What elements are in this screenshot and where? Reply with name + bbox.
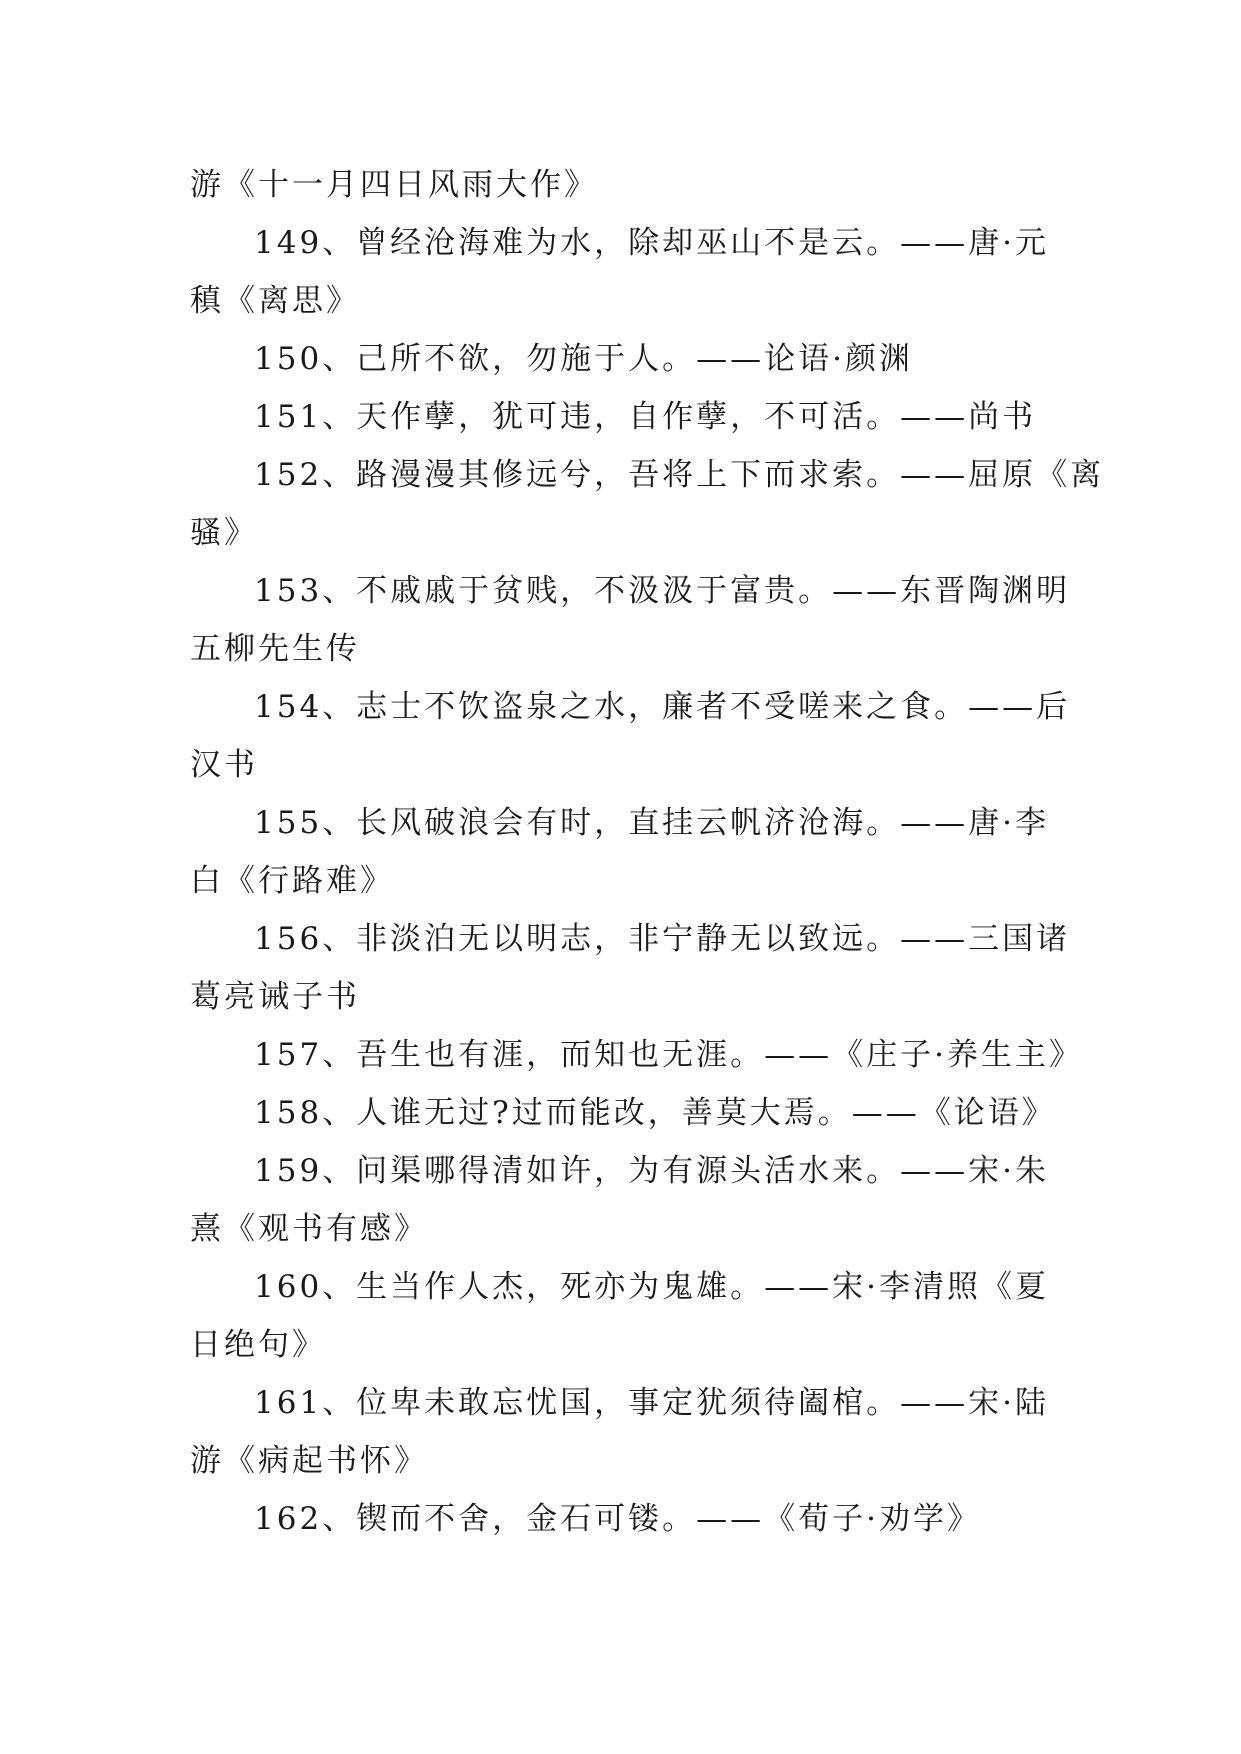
text-line: 153、不戚戚于贫贱，不汲汲于富贵。——东晋陶渊明 (254, 573, 1071, 609)
text-line: 155、长风破浪会有时，直挂云帆济沧海。——唐·李 (254, 805, 1050, 841)
text-line: 160、生当作人杰，死亦为鬼雄。——宋·李清照《夏 (254, 1269, 1050, 1305)
text-line: 152、路漫漫其修远兮，吾将上下而求索。——屈原《离 (254, 457, 1105, 493)
text-line: 157、吾生也有涯，而知也无涯。——《庄子·养生主》 (254, 1037, 1084, 1073)
text-line: 葛亮诫子书 (190, 979, 360, 1015)
text-body (190, 156, 1105, 1548)
text-line: 156、非淡泊无以明志，非宁静无以致远。——三国诸 (254, 921, 1071, 957)
text-line: 161、位卑未敢忘忧国，事定犹须待阖棺。——宋·陆 (254, 1385, 1050, 1421)
text-line: 游《病起书怀》 (190, 1443, 428, 1479)
text-line: 149、曾经沧海难为水，除却巫山不是云。——唐·元 (254, 225, 1050, 261)
text-line: 151、天作孽，犹可违，自作孽，不可活。——尚书 (254, 399, 1037, 435)
text-line: 白《行路难》 (190, 863, 394, 899)
text-line: 162、锲而不舍，金石可镂。——《荀子·劝学》 (254, 1501, 982, 1537)
text-line: 熹《观书有感》 (190, 1211, 428, 1247)
text-line: 游《十一月四日风雨大作》 (190, 167, 598, 203)
text-line: 骚》 (190, 515, 258, 551)
text-line: 159、问渠哪得清如许，为有源头活水来。——宋·朱 (254, 1153, 1050, 1189)
text-line: 日绝句》 (190, 1327, 326, 1363)
text-line: 150、己所不欲，勿施于人。——论语·颜渊 (254, 341, 914, 377)
text-line: 五柳先生传 (190, 631, 360, 667)
text-line: 158、人谁无过?过而能改，善莫大焉。——《论语》 (254, 1095, 1056, 1131)
text-line: 汉书 (190, 747, 258, 783)
text-line: 稹《离思》 (190, 283, 360, 319)
text-line: 154、志士不饮盗泉之水，廉者不受嗟来之食。——后 (254, 689, 1071, 725)
